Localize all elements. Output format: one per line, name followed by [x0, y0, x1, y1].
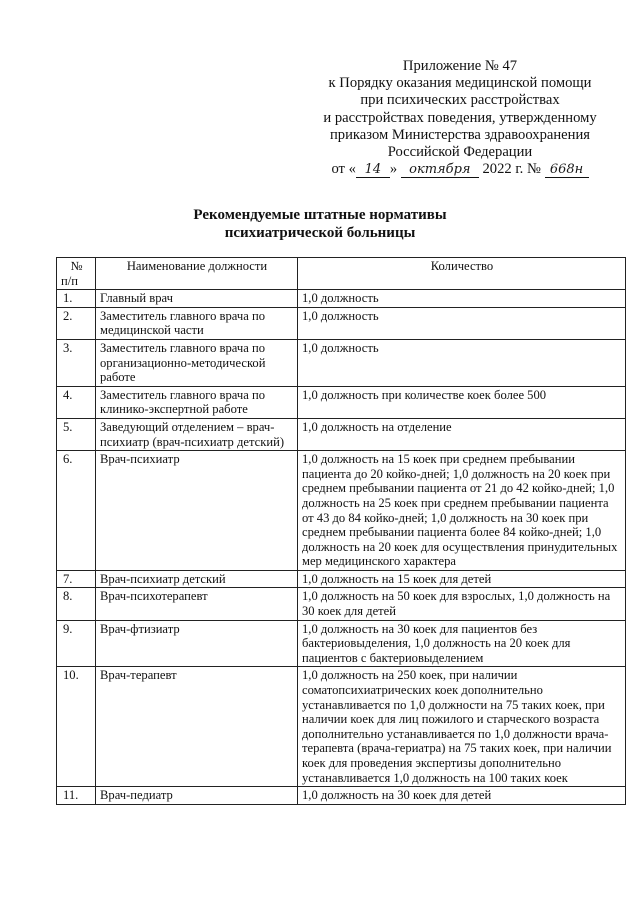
row-position: Врач-фтизиатр — [96, 620, 298, 667]
row-quantity: 1,0 должность на отделение — [298, 418, 626, 450]
table-row — [57, 667, 626, 787]
row-num: 11. — [57, 787, 96, 805]
row-position: Заведующий отделением – врач-психиатр (врач-психиатр детский) — [96, 418, 298, 450]
row-num: 6. — [57, 451, 96, 571]
table-row — [57, 588, 626, 620]
row-position: Врач-терапевт — [96, 667, 298, 787]
row-num: 9. — [57, 620, 96, 667]
row-position: Врач-психиатр — [96, 451, 298, 571]
appendix-line: Российской Федерации — [387, 144, 533, 161]
row-num: 10. — [57, 667, 96, 787]
table-row — [57, 570, 626, 588]
appendix-line: и расстройствах поведения, утвержденному — [323, 109, 597, 126]
row-quantity: 1,0 должность на 30 коек для пациентов без бактериовыделения, 1,0 должность на 20 коек для пациентов с бактериовыделением — [298, 620, 626, 667]
table-row — [57, 620, 626, 667]
row-position: Заместитель главного врача по клинико-экспертной работе — [96, 386, 298, 418]
row-num: 4. — [57, 386, 96, 418]
handwritten-day: 14 — [356, 163, 390, 178]
row-quantity: 1,0 должность на 15 коек при среднем пребывании пациента до 20 койко-дней; 1,0 должность на 20 коек при среднем пребывании пациента от 21 до 42 койко-дней; 1,0 должность на 25 коек при среднем пребывании пациента от 43 до 84 койко-дней; 1,0 должность на 30 коек при среднем пребывании пациента более 84 койко-дней; 1,0 должность на 20 коек для осуществления принудительных мер медицинского характера — [298, 451, 626, 571]
handwritten-month: октября — [401, 163, 479, 178]
row-num: 5. — [57, 418, 96, 450]
table-row — [57, 418, 626, 450]
row-quantity: 1,0 должность на 15 коек для детей — [298, 570, 626, 588]
row-quantity: 1,0 должность — [298, 307, 626, 339]
appendix-line: приказом Министерства здравоохранения — [330, 126, 590, 143]
date-prefix: от « — [331, 161, 356, 178]
table-row — [57, 787, 626, 805]
row-quantity: 1,0 должность — [298, 290, 626, 308]
row-num: 3. — [57, 339, 96, 386]
document-title — [150, 207, 490, 242]
appendix-line: к Порядку оказания медицинской помощи — [328, 75, 592, 92]
row-position: Главный врач — [96, 290, 298, 308]
staffing-table — [56, 257, 626, 805]
row-quantity: 1,0 должность — [298, 339, 626, 386]
appendix-line: при психических расстройствах — [360, 92, 560, 109]
table-header-row — [57, 258, 626, 290]
header-position: Наименование должности — [96, 258, 298, 290]
table-row — [57, 339, 626, 386]
table-row — [57, 290, 626, 308]
table-row — [57, 451, 626, 571]
date-mid: » — [389, 161, 398, 178]
appendix-header — [300, 58, 620, 178]
row-quantity: 1,0 должность на 250 коек, при наличии соматопсихиатрических коек дополнительно устанавливается по 1,0 должности на 75 таких коек, при наличии коек для лиц пожилого и старческого возраста дополнительно устанавливается по 1,0 должности врача-терапевта (врача-гериатра) на 75 таких коек, при наличии коек для проведения экспертизы дополнительно устанавливается 1,0 должность на 100 таких коек — [298, 667, 626, 787]
row-quantity: 1,0 должность при количестве коек более 500 — [298, 386, 626, 418]
row-num: 7. — [57, 570, 96, 588]
row-quantity: 1,0 должность на 30 коек для детей — [298, 787, 626, 805]
row-quantity: 1,0 должность на 50 коек для взрослых, 1,0 должность на 30 коек для детей — [298, 588, 626, 620]
appendix-line: Приложение № 47 — [402, 58, 518, 74]
row-position: Заместитель главного врача по организационно-методической работе — [96, 339, 298, 386]
title-line: Рекомендуемые штатные нормативы — [193, 207, 447, 223]
header-quantity: Количество — [298, 258, 626, 290]
handwritten-order-number: 668н — [545, 163, 589, 178]
table-row — [57, 386, 626, 418]
row-position: Врач-педиатр — [96, 787, 298, 805]
order-date-line — [300, 161, 620, 178]
row-position: Врач-психотерапевт — [96, 588, 298, 620]
year-text: 2022 г. № — [482, 161, 541, 178]
row-position: Заместитель главного врача по медицинской части — [96, 307, 298, 339]
row-position: Врач-психиатр детский — [96, 570, 298, 588]
header-num: № п/п — [57, 258, 96, 290]
table-row — [57, 307, 626, 339]
title-line: психиатрической больницы — [224, 224, 416, 241]
row-num: 2. — [57, 307, 96, 339]
row-num: 1. — [57, 290, 96, 308]
row-num: 8. — [57, 588, 96, 620]
